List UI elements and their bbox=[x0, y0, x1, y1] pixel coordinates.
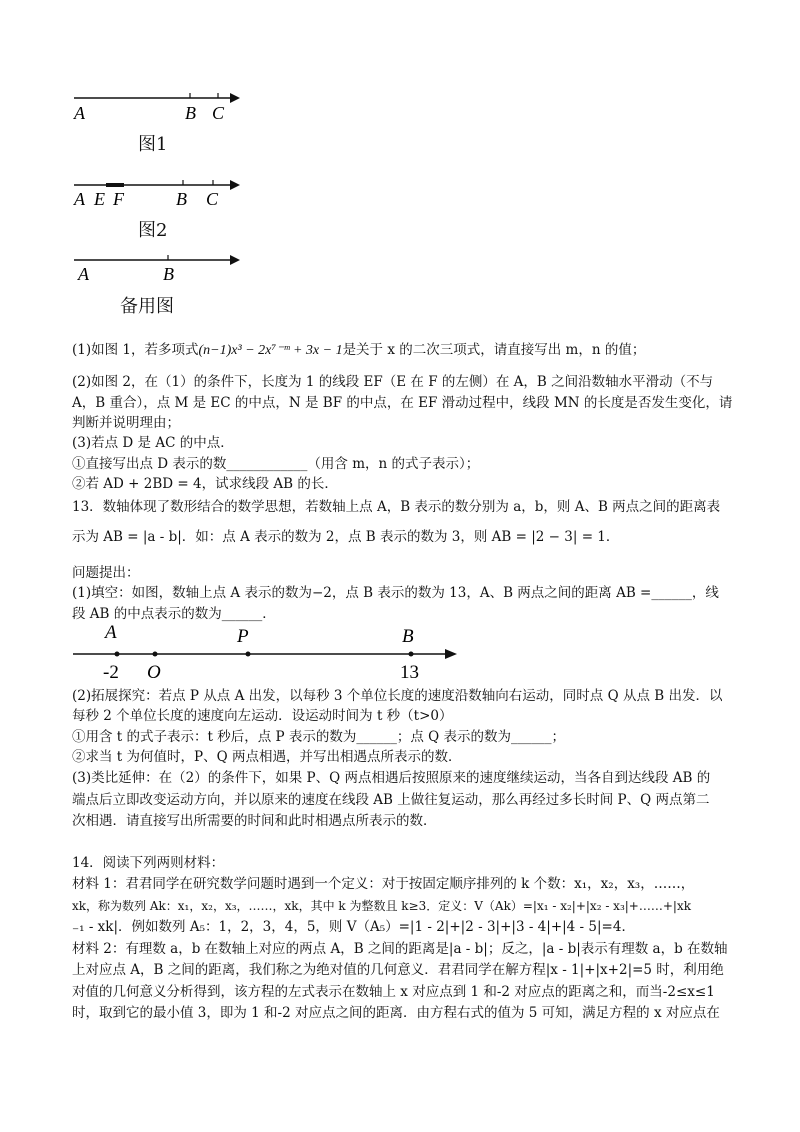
q12-part2-line1: (2)如图 2，在（1）的条件下，长度为 1 的线段 EF（E 在 F 的左侧）在 A，B 之间沿数轴水平滑动（不与 bbox=[72, 374, 714, 390]
q14-material2-line2: 上对应点 A，B 之间的距离，我们称之为绝对值的几何意义．君君同学在解方程|x - 1|+|x+2|=5 时，利用绝 bbox=[72, 962, 724, 978]
q13-part3-line2: 端点后立即改变运动方向，并以原来的速度在线段 AB 上做往复运动，那么再经过多长时间 P、Q 两点第二 bbox=[72, 792, 710, 808]
q12-part3-sub2: ②若 AD + 2BD = 4，试求线段 AB 的长． bbox=[72, 476, 338, 492]
q13-part2-line1: (2)拓展探究：若点 P 从点 A 出发，以每秒 3 个单位长度的速度沿数轴向右运动，同时点 Q 从点 B 出发．以 bbox=[72, 688, 723, 704]
q14-title: 14．阅读下列两则材料： bbox=[72, 855, 225, 871]
q13-part3-line3: 次相遇．请直接写出所需要的时间和此时相遇点所表示的数． bbox=[72, 813, 437, 829]
axis-label-a: A bbox=[105, 622, 117, 643]
q14-material2-line4: 时，取到它的最小值 3，即为 1 和-2 对应点之间的距离．由方程右式的值为 5 可知，满足方程的 x 对应点在 bbox=[72, 1005, 720, 1021]
fig3-label-b: B bbox=[163, 264, 174, 284]
q13-number-line bbox=[65, 616, 465, 686]
fig1-label-a: A bbox=[74, 103, 85, 123]
q14-material2-line3: 对值的几何意义分析得到，该方程的左式表示在数轴上 x 对应点到 1 和-2 对应点的距离之和，而当-2≤x≤1 bbox=[72, 984, 715, 1000]
fig1-label-c: C bbox=[212, 103, 225, 123]
q12-part3: (3)若点 D 是 AC 的中点． bbox=[72, 435, 234, 451]
figure-1-number-line bbox=[60, 85, 260, 125]
figure-2-number-line bbox=[60, 172, 260, 212]
fig1-label-b: B bbox=[185, 103, 196, 123]
q12-part2-line2: A，B 重合），点 M 是 EC 的中点，N 是 BF 的中点，在 EF 滑动过程中，线段 MN 的长度是否发生变化，请 bbox=[72, 395, 733, 411]
q12-part1: (1)如图 1，若多项式(n−1)x³ − 2x⁷⁻ᵐ + 3x − 1是关于 x 的二次三项式，请直接写出 m，n 的值； bbox=[72, 342, 646, 358]
q13-heading: 问题提出： bbox=[72, 565, 140, 581]
q13-part2-sub2: ②求当 t 为何值时，P、Q 两点相遇，并写出相遇点所表示的数． bbox=[72, 749, 462, 765]
q13-part2-line2: 每秒 2 个单位长度的速度向左运动．设运动时间为 t 秒（t>0） bbox=[72, 708, 453, 724]
q13-part1-line2: 段 AB 的中点表示的数为______． bbox=[72, 606, 276, 622]
q14-material1-line3: ₋₁ - xk|．例如数列 A₅：1，2，3，4，5，则 V（A₅）=|1 - 2|+|2 - 3|+|3 - 4|+|4 - 5|=4． bbox=[72, 919, 635, 935]
polynomial: (n−1)x³ − 2x⁷⁻ᵐ + 3x − 1 bbox=[198, 343, 343, 358]
q13-part2-sub1: ①用含 t 的式子表示：t 秒后，点 P 表示的数为______；点 Q 表示的数为______； bbox=[72, 729, 566, 745]
axis-tick-origin: O bbox=[147, 662, 161, 683]
q12-part2-line3: 判断并说明理由； bbox=[72, 415, 180, 431]
figure-1-caption: 图1 bbox=[138, 134, 168, 155]
fig3-label-a: A bbox=[78, 264, 89, 284]
fig2-label-e: E bbox=[94, 189, 105, 209]
axis-tick-13: 13 bbox=[400, 662, 419, 683]
q12-part3-sub1: ①直接写出点 D 表示的数____________（用含 m，n 的式子表示）； bbox=[72, 456, 480, 472]
axis-tick-neg2: -2 bbox=[103, 662, 119, 683]
q13-intro-line1: 13．数轴体现了数形结合的数学思想，若数轴上点 A，B 表示的数分别为 a，b，则 A、B 两点之间的距离表 bbox=[72, 499, 721, 515]
figure-3-number-line bbox=[60, 250, 260, 286]
q14-material1-line1: 材料 1：君君同学在研究数学问题时遇到一个定义：对于按固定顺序排列的 k 个数：x₁，x₂，x₃，……， bbox=[72, 876, 695, 892]
q14-material1-line2: xk，称为数列 Ak：x₁，x₂，x₃，……，xk，其中 k 为整数且 k≥3．定义：V（Ak）=|x₁ - x₂|+|x₂ - x₃|+……+|xk bbox=[72, 899, 691, 913]
figure-3-caption: 备用图 bbox=[120, 296, 174, 317]
figure-2-caption: 图2 bbox=[138, 220, 168, 241]
fig2-label-a: A bbox=[74, 189, 85, 209]
axis-label-b: B bbox=[402, 626, 414, 647]
fig2-label-b: B bbox=[176, 189, 187, 209]
axis-label-p: P bbox=[237, 626, 249, 647]
q13-part1-line1: (1)填空：如图，数轴上点 A 表示的数为−2，点 B 表示的数为 13，A、B 两点之间的距离 AB =______，线 bbox=[72, 585, 719, 601]
fig2-label-c: C bbox=[206, 189, 219, 209]
q13-part3-line1: (3)类比延伸：在（2）的条件下，如果 P、Q 两点相遇后按照原来的速度继续运动，当各自到达线段 AB 的 bbox=[72, 770, 711, 786]
q14-material2-line1: 材料 2：有理数 a，b 在数轴上对应的两点 A，B 之间的距离是|a - b|；反之，|a - b|表示有理数 a，b 在数轴 bbox=[72, 941, 728, 957]
fig2-label-f: F bbox=[113, 189, 124, 209]
q13-intro-line2: 示为 AB = |a - b|．如：点 A 表示的数为 2，点 B 表示的数为 3，则 AB = |2 − 3| = 1． bbox=[72, 529, 620, 545]
